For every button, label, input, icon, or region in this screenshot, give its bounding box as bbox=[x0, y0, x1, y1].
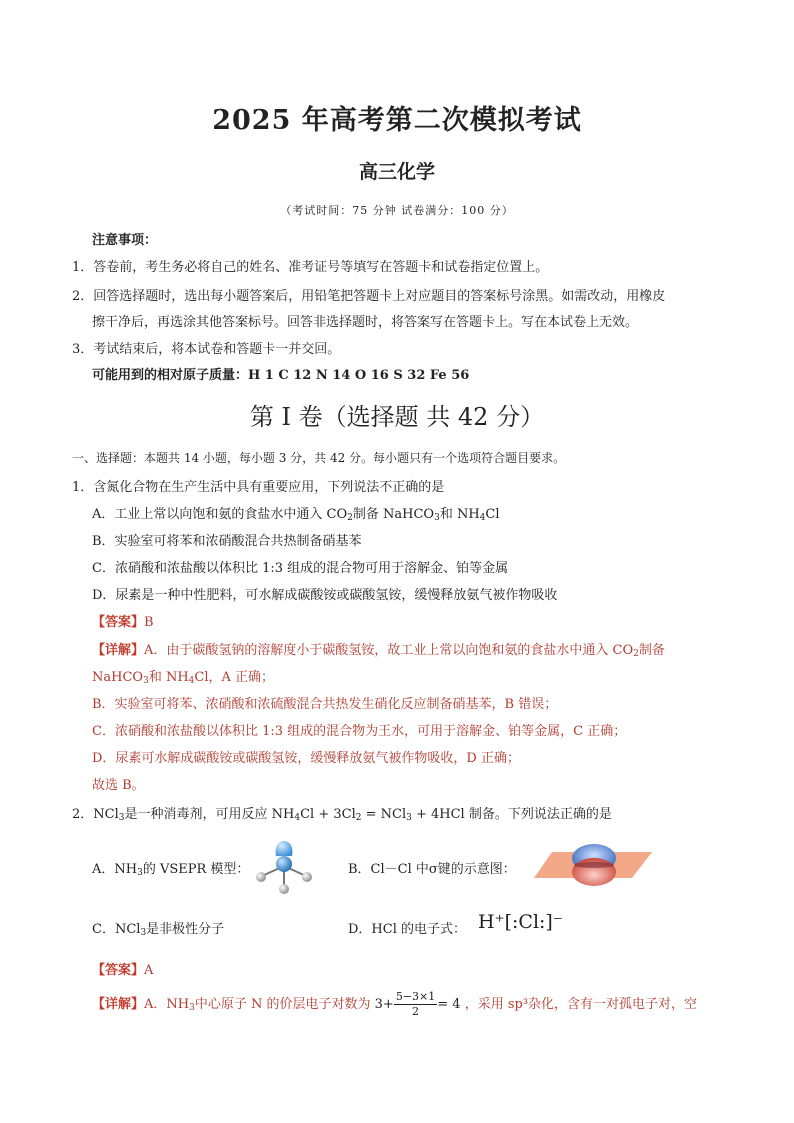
section-title: 第 I 卷（选择题 共 42 分） bbox=[249, 403, 545, 431]
notice-item-2-line-1: 2．回答选择题时，选出每小题答案后，用铅笔把答题卡上对应题目的答案标号涂黑。如需改动，用橡皮 bbox=[72, 289, 666, 304]
q2-detail-a: 【详解】A．$NH_3$中心原子 N 的价层电子对数为 3+ $\frac{5-3\times 1}{2}$ = 4 ，采用 sp³杂化，含有一对孤电子对，空 bbox=[92, 990, 698, 1018]
q2-option-d: D．HCl 的电子式： bbox=[348, 922, 466, 937]
q1-detail-b: B．实验室可将苯、浓硝酸和浓硫酸混合共热发生硝化反应制备硝基苯，B 错误； bbox=[92, 697, 558, 712]
section-instructions: 一、选择题：本题共 14 小题，每小题 3 分，共 42 分。每小题只有一个选项符合题目要求。 bbox=[72, 451, 566, 465]
exam-time-info: （考试时间：75 分钟 试卷满分：100 分） bbox=[280, 204, 514, 217]
q1-option-d: D．尿素是一种中性肥料，可水解成碳酸铵或碳酸氢铵，缓慢释放氨气被作物吸收 bbox=[92, 588, 558, 603]
q2-stem: 2．NCl$_3$是一种消毒剂，可用反应 $NH_4Cl + 3Cl_2 = NCl_3 + 4HCl$ 制备。下列说法正确的是 bbox=[72, 807, 612, 823]
q2-answer: 【答案】A bbox=[92, 963, 154, 978]
q1-answer: 【答案】B bbox=[92, 615, 154, 630]
exam-subtitle: 高三化学 bbox=[358, 161, 435, 183]
nh3-vsepr-model-icon bbox=[250, 832, 320, 894]
notice-item-3: 3．考试结束后，将本试卷和答题卡一并交回。 bbox=[72, 342, 341, 357]
hcl-electron-formula: H⁺[:Cl:]⁻ bbox=[478, 911, 563, 933]
q1-detail-c: C．浓硝酸和浓盐酸以体积比 1:3 组成的混合物为王水，可用于溶解金、铂等金属，C 正确； bbox=[92, 724, 627, 739]
q1-option-a: A．工业上常以向饱和氨的食盐水中通入 $CO_2$制备 NaHCO$_3$和 $NH_4Cl$ bbox=[92, 507, 500, 523]
q1-option-c: C．浓硝酸和浓盐酸以体积比 1:3 组成的混合物可用于溶解金、铂等金属 bbox=[92, 561, 509, 576]
q1-option-b: B．实验室可将苯和浓硝酸混合共热制备硝基苯 bbox=[92, 534, 362, 549]
q2-option-c: C．NCl$_3$是非极性分子 bbox=[92, 922, 225, 938]
q1-detail-a-line-2: NaHCO$_3$和 $NH_4Cl$，A 正确； bbox=[92, 670, 275, 686]
q1-detail-d: D．尿素可水解成碳酸铵或碳酸氢铵，缓慢释放氨气被作物吸收，D 正确； bbox=[92, 751, 520, 766]
q1-conclusion: 故选 B。 bbox=[92, 778, 145, 793]
exam-title: 2025 年高考第二次模拟考试 bbox=[212, 105, 582, 136]
notice-item-1: 1．答卷前，考生务必将自己的姓名、准考证号等填写在答题卡和试卷指定位置上。 bbox=[72, 260, 549, 275]
valence-pair-formula: 3+ $\frac{5-3\times 1}{2}$ = 4 bbox=[374, 990, 461, 1018]
atomic-masses: 可能用到的相对原子质量：H 1 C 12 N 14 O 16 S 32 Fe 56 bbox=[92, 368, 470, 383]
q2-option-b: B．Cl－Cl 中σ键的示意图： bbox=[348, 862, 516, 877]
notice-item-2-line-2: 擦干净后，再选涂其他答案标号。回答非选择题时，将答案写在答题卡上。写在本试卷上无效。 bbox=[92, 315, 639, 330]
notice-heading: 注意事项： bbox=[92, 233, 158, 248]
sigma-bond-diagram-icon bbox=[532, 840, 654, 890]
q1-detail-a-line-1: 【详解】A．由于碳酸氢钠的溶解度小于碳酸氢铵，故工业上常以向饱和氨的食盐水中通入 $CO_2$制备 bbox=[92, 643, 665, 659]
q1-stem: 1．含氮化合物在生产生活中具有重要应用，下列说法不正确的是 bbox=[72, 480, 445, 495]
q2-option-a: A．$NH_3$的 VSEPR 模型： bbox=[92, 862, 250, 878]
